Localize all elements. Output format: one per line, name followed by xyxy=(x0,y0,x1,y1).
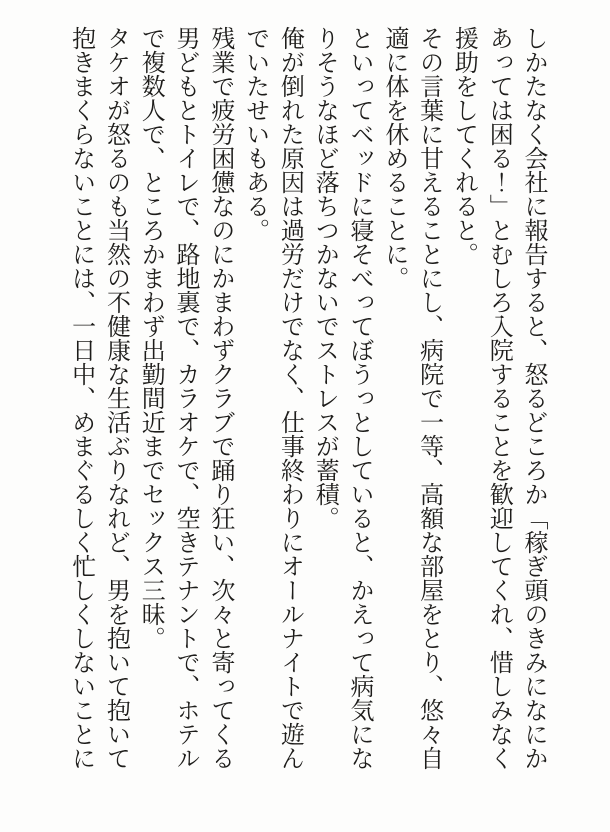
vertical-text-block xyxy=(63,26,550,772)
paragraph-3: といってベッドに寝そべってぼうっとしていると、かえって病気になりそうなほど落ちつかないでストレスが蓄積。 xyxy=(311,26,373,770)
paragraph-5: 残業で疲労困憊なのにかまわずクラブで踊り狂い、次々と寄ってくる男どもとトイレで、路地裏で、カラオケで、空きテナントで、ホテルで複数人で、ところかまわず出勤間近までセックス三昧。 xyxy=(137,26,233,770)
paragraph-1: しかたなく会社に報告すると、怒るどころか「稼ぎ頭のきみになにかあっては困る！」とむしろ入院することを歓迎してくれ、惜しみなく援助をしてくれると。 xyxy=(450,26,546,770)
paragraph-2: その言葉に甘えることにし、病院で一等、高額な部屋をとり、悠々自適に体を休めることに。 xyxy=(380,26,442,770)
paragraph-6: タケオが怒るのも当然の不健康な生活ぶりなれど、男を抱いて抱いて抱きまくらないことには、一日中、めまぐるしく忙しくしないことに xyxy=(67,26,129,770)
paragraph-4: 俺が倒れた原因は過労だけでなく、仕事終わりにオールナイトで遊んでいたせいもある。 xyxy=(241,26,303,770)
